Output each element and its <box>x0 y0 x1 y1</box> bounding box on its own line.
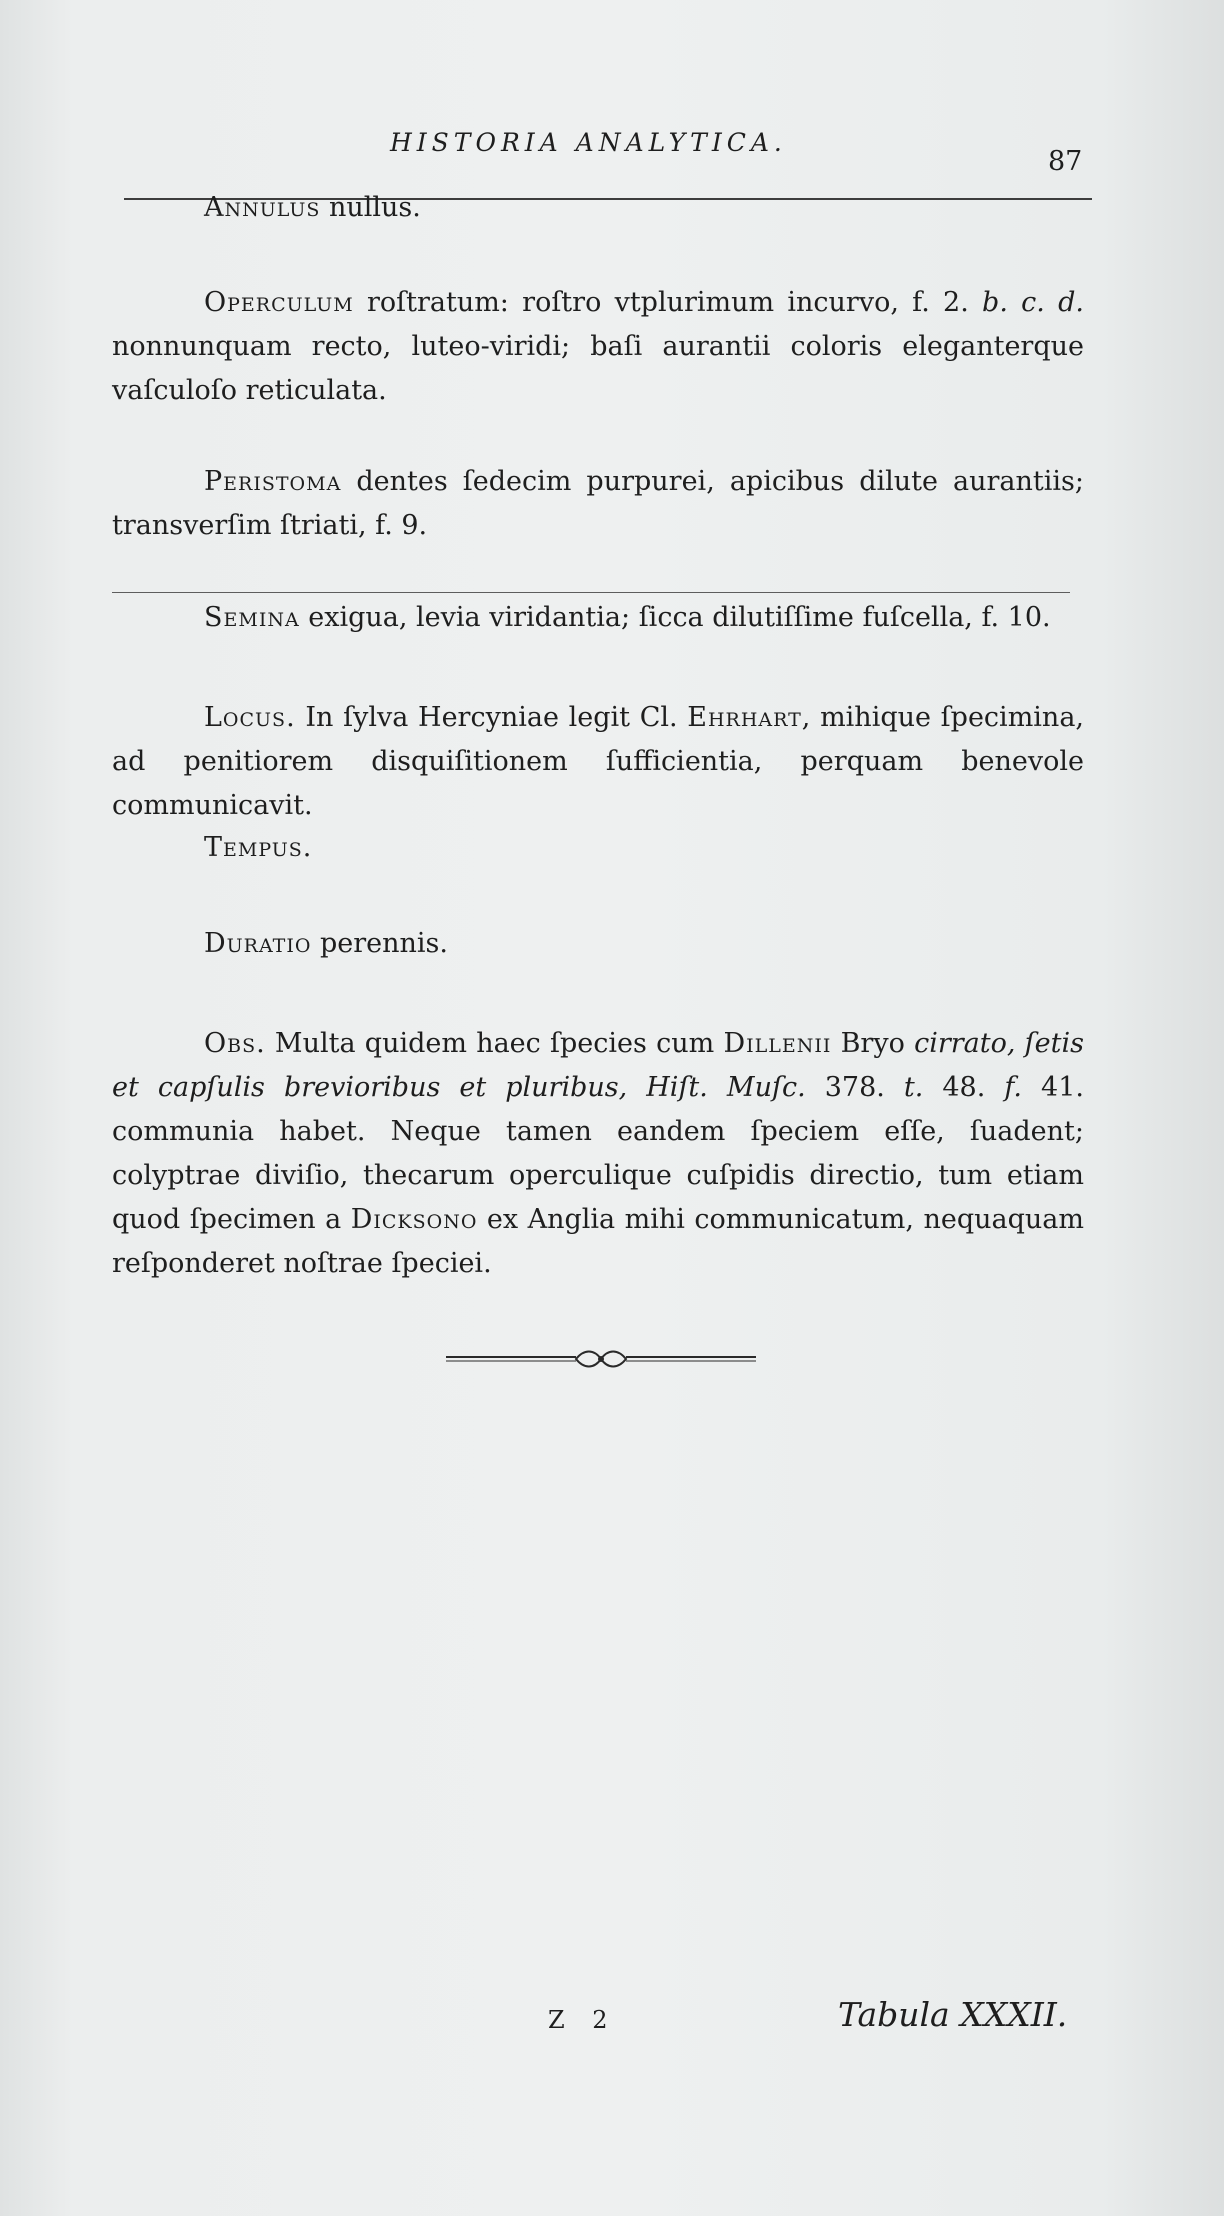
term-obs: Obs. <box>204 1028 266 1059</box>
term-semina: Semina <box>204 602 300 633</box>
obs-name-dicksono: Dicksono <box>350 1204 478 1235</box>
obs-text-a: Multa quidem haec ſpecies cum <box>265 1028 724 1059</box>
obs-text-f: ex Anglia mihi communicatum, nequaquam reſponderet noſtrae ſpeciei. <box>112 1204 1084 1279</box>
paragraph-observatio <box>112 1022 1084 1286</box>
ornament-divider <box>442 1344 760 1374</box>
term-peristoma: Peristoma <box>204 466 342 497</box>
term-tempus: Tempus. <box>204 832 313 863</box>
paragraph-tempus <box>112 826 1084 870</box>
paragraph-peristoma <box>112 460 1084 548</box>
obs-italic-citation: cirrato, ſetis et capſulis brevioribus et pluribus, Hiſt. Muſc. <box>112 1028 1084 1103</box>
operculum-text-a: roſtratum: roſtro vtplurimum incurvo, f. 2. <box>353 287 983 318</box>
obs-italic-f: f. <box>1004 1072 1022 1103</box>
semina-text: exigua, levia viridantia; ſicca dilutiſſime fuſcella, f. 10. <box>299 602 1051 633</box>
locus-text-a: In ſylva Hercyniae legit Cl. <box>295 702 688 733</box>
operculum-text-b: nonnunquam recto, luteo-viridi; baſi aurantii coloris eleganterque vaſculoſo reticulata. <box>112 331 1084 406</box>
locus-text-b: , mihique ſpecimina, ad penitiorem disquiſitionem ſufficientia, perquam benevole communicavit. <box>112 702 1084 821</box>
term-operculum: Operculum <box>204 287 354 318</box>
paragraph-annulus <box>112 186 1084 230</box>
paragraph-semina <box>112 596 1084 640</box>
signature-mark: Z 2 <box>548 2006 618 2034</box>
term-duratio: Duratio <box>204 928 312 959</box>
term-annulus: Annulus <box>204 192 321 223</box>
paragraph-locus <box>112 696 1084 828</box>
paragraph-duratio <box>112 922 1084 966</box>
obs-name-dillenii: Dillenii <box>723 1028 832 1059</box>
obs-text-b: Bryo <box>831 1028 915 1059</box>
section-rule <box>112 592 1070 593</box>
obs-text-c: 378. <box>805 1072 904 1103</box>
obs-text-d: 48. <box>923 1072 1005 1103</box>
peristoma-text: dentes ſedecim purpurei, apicibus dilute aurantiis; transverſim ſtriati, f. 9. <box>112 466 1084 541</box>
annulus-text: nullus. <box>320 192 421 223</box>
obs-text-e: 41. communia habet. Neque tamen eandem ſpeciem eſſe, ſuadent; colyptrae diviſio, thecarum operculique cuſpidis directio, tum etiam quod ſpecimen a <box>112 1072 1084 1235</box>
obs-italic-t: t. <box>903 1072 924 1103</box>
operculum-figure-ref: b. c. d. <box>982 287 1084 318</box>
page-number: 87 <box>1048 146 1083 177</box>
term-locus: Locus. <box>204 702 296 733</box>
duratio-text: perennis. <box>311 928 448 959</box>
catchword: Tabula XXXII. <box>838 1995 1068 2034</box>
paragraph-operculum <box>112 281 1084 413</box>
locus-name: Ehrhart <box>687 702 802 733</box>
running-head: HISTORIA ANALYTICA. <box>390 128 787 157</box>
